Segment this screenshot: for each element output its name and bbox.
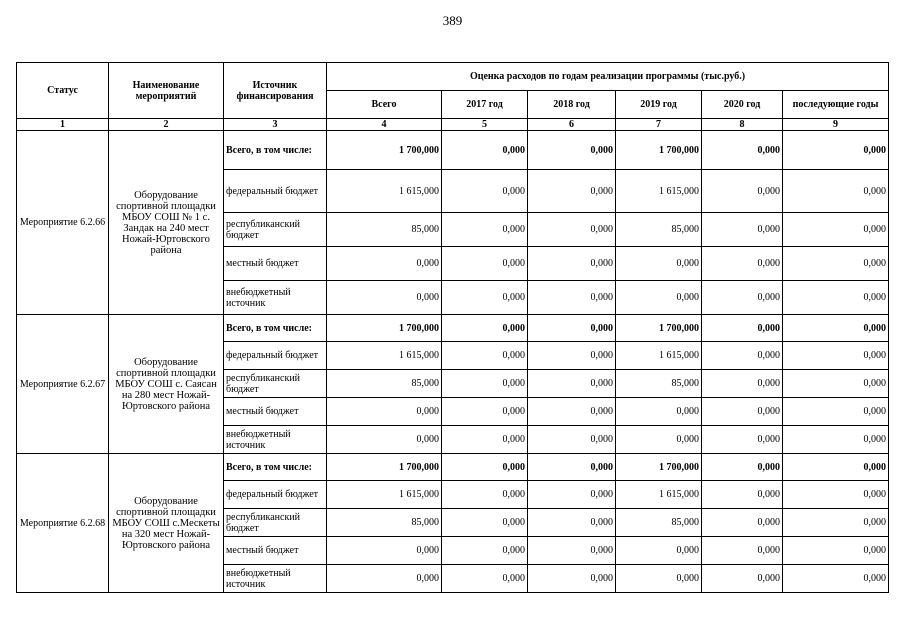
value-2018: 0,000 <box>528 426 616 454</box>
value-total: 0,000 <box>327 247 442 281</box>
value-2020: 0,000 <box>702 481 783 509</box>
value-2018: 0,000 <box>528 454 616 481</box>
value-later-years: 0,000 <box>783 247 889 281</box>
value-total: 0,000 <box>327 281 442 315</box>
value-2019: 1 700,000 <box>616 454 702 481</box>
value-total: 1 700,000 <box>327 454 442 481</box>
value-2019: 1 700,000 <box>616 131 702 170</box>
column-number: 8 <box>702 119 783 131</box>
value-later-years: 0,000 <box>783 281 889 315</box>
value-2019: 0,000 <box>616 247 702 281</box>
value-later-years: 0,000 <box>783 537 889 565</box>
value-later-years: 0,000 <box>783 398 889 426</box>
header-total: Всего <box>327 91 442 119</box>
header-later-years: последующие годы <box>783 91 889 119</box>
value-2020: 0,000 <box>702 426 783 454</box>
page-number: 389 <box>442 13 463 28</box>
funding-source: республиканский бюджет <box>224 213 327 247</box>
value-2017: 0,000 <box>442 537 528 565</box>
header-2017: 2017 год <box>442 91 528 119</box>
value-2017: 0,000 <box>442 509 528 537</box>
value-2019: 1 615,000 <box>616 342 702 370</box>
funding-source: внебюджетный источник <box>224 426 327 454</box>
funding-source: федеральный бюджет <box>224 170 327 213</box>
value-2019: 1 700,000 <box>616 315 702 342</box>
value-2017: 0,000 <box>442 565 528 593</box>
value-total: 85,000 <box>327 213 442 247</box>
value-2018: 0,000 <box>528 565 616 593</box>
value-2018: 0,000 <box>528 315 616 342</box>
event-status: Мероприятие 6.2.67 <box>17 315 109 454</box>
value-2018: 0,000 <box>528 247 616 281</box>
value-2017: 0,000 <box>442 481 528 509</box>
total-row <box>17 454 889 481</box>
column-number: 6 <box>528 119 616 131</box>
value-total: 85,000 <box>327 370 442 398</box>
value-2019: 1 615,000 <box>616 481 702 509</box>
column-number: 9 <box>783 119 889 131</box>
value-2020: 0,000 <box>702 342 783 370</box>
value-2020: 0,000 <box>702 131 783 170</box>
funding-source: федеральный бюджет <box>224 481 327 509</box>
value-2020: 0,000 <box>702 509 783 537</box>
value-2019: 0,000 <box>616 537 702 565</box>
header-2019: 2019 год <box>616 91 702 119</box>
value-total: 0,000 <box>327 565 442 593</box>
value-2020: 0,000 <box>702 537 783 565</box>
value-2018: 0,000 <box>528 509 616 537</box>
value-2019: 85,000 <box>616 213 702 247</box>
value-2020: 0,000 <box>702 213 783 247</box>
value-2019: 1 615,000 <box>616 170 702 213</box>
value-2018: 0,000 <box>528 342 616 370</box>
funding-source: Всего, в том числе: <box>224 315 327 342</box>
value-2020: 0,000 <box>702 247 783 281</box>
value-2018: 0,000 <box>528 481 616 509</box>
value-2017: 0,000 <box>442 370 528 398</box>
funding-source: внебюджетный источник <box>224 565 327 593</box>
value-2020: 0,000 <box>702 315 783 342</box>
value-2019: 0,000 <box>616 281 702 315</box>
funding-source: республиканский бюджет <box>224 509 327 537</box>
funding-source: внебюджетный источник <box>224 281 327 315</box>
event-name: Оборудование спортивной площадки МБОУ СОШ № 1 с. Зандак на 240 мест Ножай-Юртовского района <box>109 131 224 315</box>
funding-source: Всего, в том числе: <box>224 454 327 481</box>
value-total: 0,000 <box>327 426 442 454</box>
value-2017: 0,000 <box>442 342 528 370</box>
column-number: 2 <box>109 119 224 131</box>
value-2020: 0,000 <box>702 170 783 213</box>
header-source: Источник финансирования <box>224 63 327 119</box>
value-total: 0,000 <box>327 398 442 426</box>
event-name: Оборудование спортивной площадки МБОУ СОШ с.Мескеты на 320 мест Ножай-Юртовского района <box>109 454 224 593</box>
event-status: Мероприятие 6.2.66 <box>17 131 109 315</box>
value-later-years: 0,000 <box>783 481 889 509</box>
header-name: Наименование мероприятий <box>109 63 224 119</box>
budget-table <box>16 62 889 593</box>
value-later-years: 0,000 <box>783 509 889 537</box>
value-later-years: 0,000 <box>783 170 889 213</box>
funding-source: местный бюджет <box>224 398 327 426</box>
value-later-years: 0,000 <box>783 565 889 593</box>
value-2018: 0,000 <box>528 537 616 565</box>
header-status: Статус <box>17 63 109 119</box>
value-later-years: 0,000 <box>783 426 889 454</box>
value-total: 1 615,000 <box>327 481 442 509</box>
column-number: 4 <box>327 119 442 131</box>
table-body <box>17 131 889 593</box>
value-later-years: 0,000 <box>783 213 889 247</box>
value-total: 1 615,000 <box>327 170 442 213</box>
value-2020: 0,000 <box>702 370 783 398</box>
value-2019: 0,000 <box>616 426 702 454</box>
column-number-row <box>17 119 889 131</box>
value-2020: 0,000 <box>702 565 783 593</box>
column-number: 5 <box>442 119 528 131</box>
value-2017: 0,000 <box>442 315 528 342</box>
funding-source: местный бюджет <box>224 247 327 281</box>
value-later-years: 0,000 <box>783 131 889 170</box>
event-name: Оборудование спортивной площадки МБОУ СОШ с. Саясан на 280 мест Ножай-Юртовского района <box>109 315 224 454</box>
value-2018: 0,000 <box>528 170 616 213</box>
value-2018: 0,000 <box>528 398 616 426</box>
column-number: 1 <box>17 119 109 131</box>
column-number: 3 <box>224 119 327 131</box>
header-2018: 2018 год <box>528 91 616 119</box>
value-later-years: 0,000 <box>783 454 889 481</box>
funding-source: республиканский бюджет <box>224 370 327 398</box>
funding-source: Всего, в том числе: <box>224 131 327 170</box>
value-total: 1 615,000 <box>327 342 442 370</box>
value-2017: 0,000 <box>442 426 528 454</box>
value-2017: 0,000 <box>442 170 528 213</box>
value-2017: 0,000 <box>442 131 528 170</box>
value-2018: 0,000 <box>528 370 616 398</box>
total-row <box>17 131 889 170</box>
value-later-years: 0,000 <box>783 342 889 370</box>
value-2019: 0,000 <box>616 565 702 593</box>
event-status: Мероприятие 6.2.68 <box>17 454 109 593</box>
funding-source: местный бюджет <box>224 537 327 565</box>
header-2020: 2020 год <box>702 91 783 119</box>
value-2018: 0,000 <box>528 281 616 315</box>
total-row <box>17 315 889 342</box>
funding-source: федеральный бюджет <box>224 342 327 370</box>
value-2017: 0,000 <box>442 454 528 481</box>
column-number: 7 <box>616 119 702 131</box>
value-2018: 0,000 <box>528 131 616 170</box>
value-total: 85,000 <box>327 509 442 537</box>
value-2018: 0,000 <box>528 213 616 247</box>
value-2019: 0,000 <box>616 398 702 426</box>
value-later-years: 0,000 <box>783 370 889 398</box>
value-later-years: 0,000 <box>783 315 889 342</box>
value-2017: 0,000 <box>442 281 528 315</box>
value-2020: 0,000 <box>702 281 783 315</box>
value-2020: 0,000 <box>702 398 783 426</box>
value-total: 1 700,000 <box>327 315 442 342</box>
value-2017: 0,000 <box>442 213 528 247</box>
header-estimate: Оценка расходов по годам реализации программы (тыс.руб.) <box>327 63 889 91</box>
value-total: 1 700,000 <box>327 131 442 170</box>
value-2017: 0,000 <box>442 247 528 281</box>
value-total: 0,000 <box>327 537 442 565</box>
value-2020: 0,000 <box>702 454 783 481</box>
value-2019: 85,000 <box>616 509 702 537</box>
value-2017: 0,000 <box>442 398 528 426</box>
value-2019: 85,000 <box>616 370 702 398</box>
